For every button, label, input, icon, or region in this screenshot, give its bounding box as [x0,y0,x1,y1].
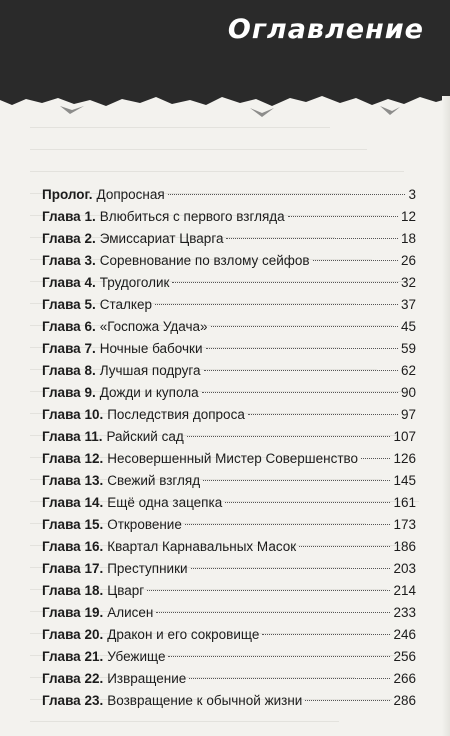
toc-chapter-number: Глава 8. [42,363,96,378]
toc-chapter-title: Извращение [107,671,187,686]
toc-entry [42,294,416,316]
toc-entry [42,382,416,404]
toc-page-number: 173 [393,517,416,532]
toc-leader-dots [262,634,390,635]
toc-chapter-number: Глава 6. [42,319,96,334]
toc-chapter-number: Глава 9. [42,385,96,400]
toc-chapter-title: Дожди и купола [99,385,199,400]
toc-chapter-number: Глава 16. [42,539,104,554]
toc-page-number: 62 [400,363,416,378]
toc-page-number: 32 [400,275,416,290]
toc-page-number: 186 [393,539,416,554]
toc-chapter-title: Лучшая подруга [99,363,201,378]
toc-entry [42,426,416,448]
toc-chapter-number: Глава 15. [42,517,104,532]
toc-entry [42,404,416,426]
toc-entry [42,690,416,712]
toc-chapter-number: Глава 19. [42,605,104,620]
toc-entry [42,492,416,514]
page-edge [442,96,450,736]
toc-page-number: 145 [393,473,416,488]
toc-chapter-number: Глава 3. [42,253,96,268]
toc-chapter-title: Трудоголик [99,275,170,290]
toc-chapter-title: Возвращение к обычной жизни [107,693,303,708]
toc-entry [42,624,416,646]
toc-page-number: 161 [393,495,416,510]
toc-chapter-title: Ещё одна зацепка [107,495,223,510]
toc-chapter-title: Алисен [107,605,154,620]
toc-leader-dots [156,612,390,613]
toc-leader-dots [168,194,406,195]
toc-entry [42,668,416,690]
toc-entry [42,316,416,338]
toc-leader-dots [147,590,390,591]
toc-chapter-number: Глава 14. [42,495,104,510]
table-of-contents [42,184,416,712]
toc-page-number: 246 [393,627,416,642]
toc-entry [42,558,416,580]
toc-leader-dots [305,700,390,701]
toc-chapter-title: Соревнование по взлому сейфов [99,253,310,268]
toc-entry [42,272,416,294]
toc-entry [42,536,416,558]
toc-page-number: 3 [408,187,416,202]
toc-entry [42,228,416,250]
toc-leader-dots [288,216,398,217]
page-title: Оглавление [227,14,424,45]
toc-page-number: 97 [400,407,416,422]
toc-page-number: 59 [400,341,416,356]
toc-leader-dots [299,546,390,547]
toc-entry [42,646,416,668]
toc-leader-dots [191,568,391,569]
background-line [30,722,376,726]
toc-chapter-title: Несовершенный Мистер Совершенство [107,451,359,466]
toc-entry [42,360,416,382]
toc-leader-dots [248,414,398,415]
toc-page-number: 12 [400,209,416,224]
toc-leader-dots [211,326,398,327]
toc-page-number: 37 [400,297,416,312]
toc-chapter-number: Глава 13. [42,473,104,488]
toc-entry [42,250,416,272]
toc-chapter-title: Последствия допроса [107,407,245,422]
toc-chapter-title: Эмиссариат Цварга [99,231,224,246]
toc-chapter-number: Глава 5. [42,297,96,312]
toc-entry [42,184,416,206]
toc-chapter-number: Глава 2. [42,231,96,246]
toc-page-number: 45 [400,319,416,334]
toc-entry [42,580,416,602]
toc-chapter-title: Влюбиться с первого взгляда [99,209,285,224]
toc-leader-dots [185,524,391,525]
toc-leader-dots [172,282,398,283]
toc-page-number: 203 [393,561,416,576]
toc-chapter-number: Глава 12. [42,451,104,466]
toc-chapter-title: Дракон и его сокровище [107,627,260,642]
toc-chapter-number: Глава 22. [42,671,104,686]
toc-page-number: 18 [400,231,416,246]
toc-page-number: 233 [393,605,416,620]
toc-chapter-number: Глава 23. [42,693,104,708]
toc-chapter-title: Ночные бабочки [99,341,203,356]
toc-page-number: 256 [393,649,416,664]
toc-page-number: 214 [393,583,416,598]
toc-chapter-title: Квартал Карнавальных Масок [107,539,297,554]
torn-edge [0,84,450,124]
toc-leader-dots [187,436,391,437]
toc-leader-dots [189,678,390,679]
toc-chapter-number: Глава 4. [42,275,96,290]
toc-entry [42,470,416,492]
toc-entry [42,206,416,228]
toc-leader-dots [155,304,398,305]
toc-chapter-number: Глава 17. [42,561,104,576]
toc-chapter-title: Откровение [107,517,182,532]
toc-chapter-title: Допросная [96,187,165,202]
background-line [30,150,404,172]
toc-entry [42,602,416,624]
toc-entry [42,514,416,536]
toc-leader-dots [225,502,390,503]
toc-page-number: 266 [393,671,416,686]
toc-leader-dots [226,238,398,239]
toc-chapter-title: Сталкер [99,297,152,312]
toc-leader-dots [361,458,390,459]
toc-page-number: 286 [393,693,416,708]
toc-page-number: 126 [393,451,416,466]
toc-chapter-title: «Госпожа Удача» [99,319,208,334]
toc-chapter-title: Райский сад [106,429,184,444]
toc-chapter-title: Цварг [107,583,145,598]
background-line [30,128,367,150]
toc-chapter-number: Глава 20. [42,627,104,642]
toc-leader-dots [202,392,398,393]
toc-leader-dots [203,480,390,481]
toc-page-number: 107 [393,429,416,444]
toc-page-number: 90 [400,385,416,400]
toc-chapter-number: Глава 21. [42,649,104,664]
toc-chapter-title: Преступники [107,561,188,576]
page-header [0,0,450,96]
toc-chapter-title: Свежий взгляд [107,473,201,488]
toc-chapter-number: Глава 18. [42,583,104,598]
toc-entry [42,448,416,470]
toc-chapter-number: Пролог. [42,187,93,202]
toc-leader-dots [313,260,398,261]
toc-chapter-number: Глава 10. [42,407,104,422]
toc-chapter-title: Убежище [107,649,166,664]
toc-leader-dots [168,656,390,657]
toc-chapter-number: Глава 11. [42,429,103,444]
toc-page-number: 26 [400,253,416,268]
toc-chapter-number: Глава 7. [42,341,96,356]
toc-leader-dots [204,370,398,371]
toc-entry [42,338,416,360]
toc-leader-dots [206,348,398,349]
toc-chapter-number: Глава 1. [42,209,96,224]
